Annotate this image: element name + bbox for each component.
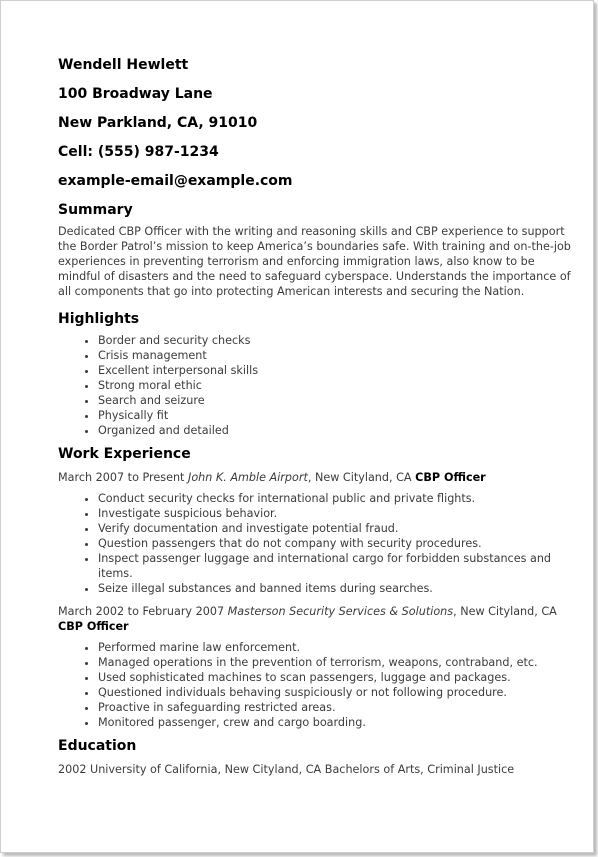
duty-item: • Managed operations in the prevention of terrorism, weapons, contraband, etc. bbox=[98, 655, 578, 670]
highlight-item: • Physically fit bbox=[98, 408, 578, 423]
contact-cell: Cell: (555) 987-1234 bbox=[58, 144, 219, 160]
job-duties bbox=[58, 640, 578, 730]
job-entry bbox=[58, 470, 578, 596]
highlights-list bbox=[58, 333, 578, 438]
job-header bbox=[58, 604, 578, 634]
job-location: , New Cityland, CA bbox=[453, 605, 557, 618]
duty-item: • Question passengers that do not company with security procedures. bbox=[98, 536, 578, 551]
duty-item: • Inspect passenger luggage and international cargo for forbidden substances and items. bbox=[98, 551, 578, 581]
job-dates: March 2007 to Present bbox=[58, 471, 189, 484]
contact-address: 100 Broadway Lane bbox=[58, 86, 213, 102]
highlights-heading: Highlights bbox=[58, 311, 140, 327]
contact-email: example-email@example.com bbox=[58, 173, 293, 189]
duty-item: • Proactive in safeguarding restricted areas. bbox=[98, 700, 578, 715]
resume-content bbox=[58, 55, 578, 777]
job-header bbox=[58, 470, 578, 485]
duty-item: • Monitored passenger, crew and cargo boarding. bbox=[98, 715, 578, 730]
duty-item: • Conduct security checks for international public and private flights. bbox=[98, 491, 578, 506]
education-heading: Education bbox=[58, 738, 137, 754]
education-text: 2002 University of California, New Cityland, CA Bachelors of Arts, Criminal Justice bbox=[58, 763, 515, 776]
contact-name: Wendell Hewlett bbox=[58, 57, 189, 73]
duty-item: • Performed marine law enforcement. bbox=[98, 640, 578, 655]
duty-item: • Investigate suspicious behavior. bbox=[98, 506, 578, 521]
job-entry bbox=[58, 604, 578, 730]
summary-heading: Summary bbox=[58, 202, 133, 218]
contact-city: New Parkland, CA, 91010 bbox=[58, 115, 258, 131]
highlight-item: • Crisis management bbox=[98, 348, 578, 363]
job-company: Masterson Security Services & Solutions bbox=[227, 605, 454, 618]
highlight-item: • Strong moral ethic bbox=[98, 378, 578, 393]
duty-item: • Seize illegal substances and banned items during searches. bbox=[98, 581, 578, 596]
job-company: John K. Amble Airport bbox=[188, 471, 308, 484]
duty-item: • Used sophisticated machines to scan passengers, luggage and packages. bbox=[98, 670, 578, 685]
work-heading: Work Experience bbox=[58, 446, 191, 462]
highlight-item: • Organized and detailed bbox=[98, 423, 578, 438]
summary-text: Dedicated CBP Officer with the writing and reasoning skills and CBP experience to support the Border Patrol’s mission to keep America’s boundaries safe. With training and on-the-job experiences in preventing terrorism and enforcing immigration laws, also know to be mindful of disasters and the need to safeguard cyberspace. Understands the importance of all components that go into protecting American interests and securing the Nation. bbox=[58, 225, 571, 298]
highlight-item: • Search and seizure bbox=[98, 393, 578, 408]
job-duties bbox=[58, 491, 578, 596]
highlight-item: • Excellent interpersonal skills bbox=[98, 363, 578, 378]
job-location: , New Cityland, CA bbox=[307, 471, 416, 484]
job-dates: March 2002 to February 2007 bbox=[58, 605, 228, 618]
highlight-item: • Border and security checks bbox=[98, 333, 578, 348]
job-role: CBP Officer bbox=[58, 620, 129, 633]
job-role: CBP Officer bbox=[415, 471, 486, 484]
duty-item: • Verify documentation and investigate potential fraud. bbox=[98, 521, 578, 536]
duty-item: • Questioned individuals behaving suspiciously or not following procedure. bbox=[98, 685, 578, 700]
